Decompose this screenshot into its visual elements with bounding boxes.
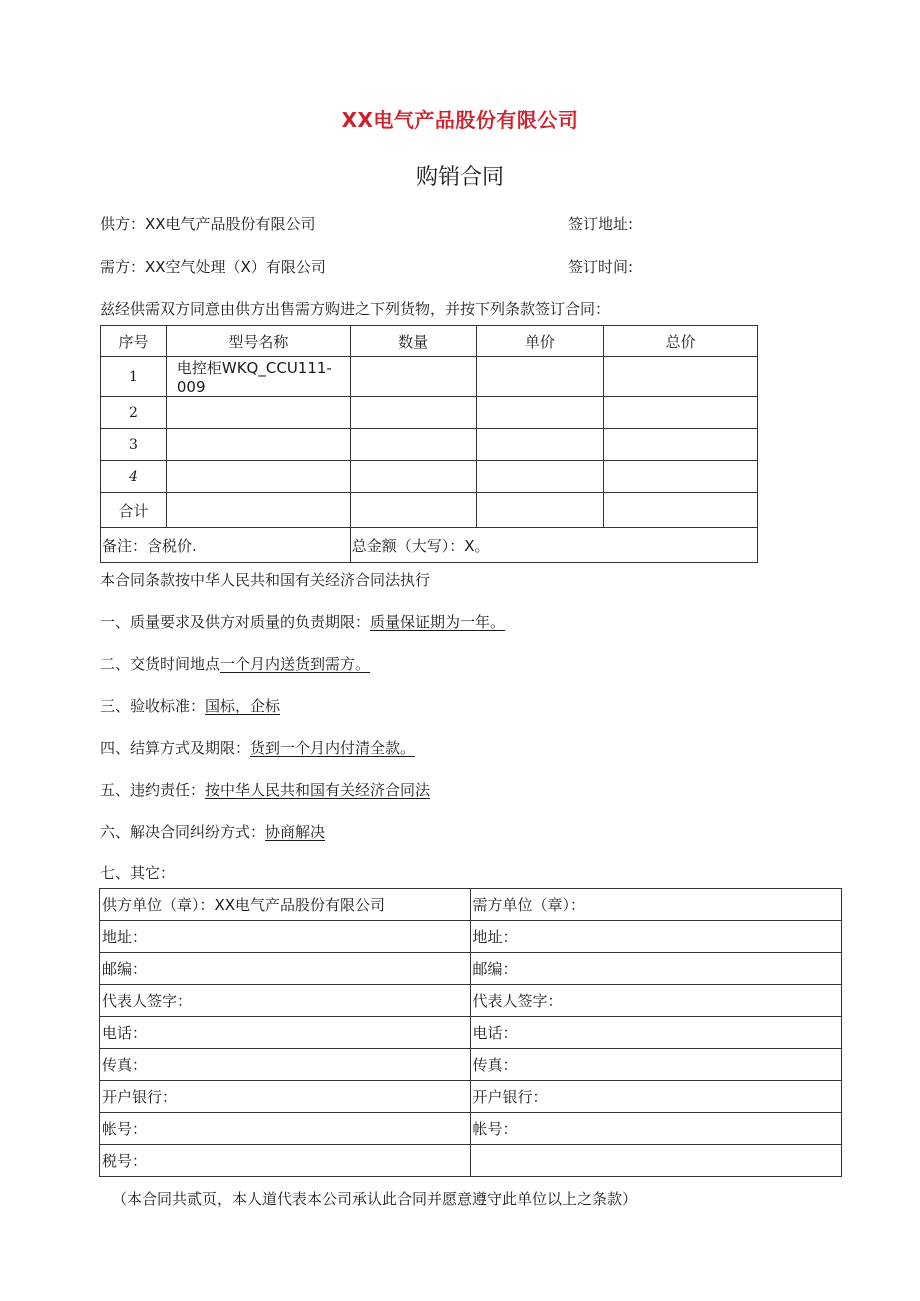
sign-time: 签订时间: <box>568 258 634 276</box>
row-qty <box>350 397 476 429</box>
table-row <box>101 397 758 429</box>
subtotal-row <box>101 493 758 528</box>
col-header-name: 型号名称 <box>166 326 350 357</box>
supplier-line: 供方：XX电气产品股份有限公司 <box>100 215 316 233</box>
clause-label: 四、结算方式及期限： <box>100 739 251 757</box>
party-right-cell <box>470 1145 842 1177</box>
party-left-cell: 邮编： <box>100 953 471 985</box>
goods-header-row <box>101 326 758 357</box>
table-row <box>101 357 758 397</box>
clause-value: 质量保证期为一年。 <box>370 613 506 631</box>
table-row <box>101 461 758 493</box>
footer-note: （本合同共贰页，本人道代表本公司承认此合同并愿意遵守此单位以上之条款） <box>112 1190 638 1208</box>
table-row <box>100 1049 842 1081</box>
clause-3 <box>100 695 280 716</box>
table-row <box>100 953 842 985</box>
row-no: 2 <box>101 397 167 429</box>
row-total <box>604 429 758 461</box>
clause-label: 二、交货时间地点 <box>100 655 221 673</box>
party-left-cell: 开户银行： <box>100 1081 471 1113</box>
remark-row <box>101 528 758 563</box>
clause-label: 六、解决合同纠纷方式： <box>100 823 266 841</box>
col-header-price: 单价 <box>476 326 604 357</box>
party-right-cell: 开户银行： <box>470 1081 842 1113</box>
party-left-cell: 代表人签字： <box>100 985 471 1017</box>
law-line: 本合同条款按中华人民共和国有关经济合同法执行 <box>100 571 431 589</box>
col-header-qty: 数量 <box>350 326 476 357</box>
clause-6 <box>100 821 325 842</box>
party-left-cell: 电话： <box>100 1017 471 1049</box>
subtotal-price-cell <box>476 493 604 528</box>
row-price <box>476 461 604 493</box>
table-row <box>100 1017 842 1049</box>
clause-value: 国标，企标 <box>205 697 281 715</box>
subtotal-label: 合计 <box>101 493 167 528</box>
clause-value: 协商解决 <box>265 823 326 841</box>
row-name <box>166 461 350 493</box>
party-right-cell: 电话： <box>470 1017 842 1049</box>
party-right-cell: 代表人签字： <box>470 985 842 1017</box>
table-row <box>100 1081 842 1113</box>
subtotal-qty-cell <box>350 493 476 528</box>
table-row <box>100 1145 842 1177</box>
row-total <box>604 397 758 429</box>
row-name <box>166 429 350 461</box>
clause-label: 五、违约责任： <box>100 781 206 799</box>
remark-cell: 备注：含税价. <box>101 528 351 563</box>
row-price <box>476 357 604 397</box>
clause-2 <box>100 653 370 674</box>
table-row <box>101 429 758 461</box>
subtotal-name-cell <box>166 493 350 528</box>
row-name: 电控柜WKQ_CCU111-009 <box>166 357 350 397</box>
table-row <box>100 921 842 953</box>
clause-value: 货到一个月内付清全款。 <box>250 739 416 757</box>
party-right-cell: 传真： <box>470 1049 842 1081</box>
table-row <box>100 985 842 1017</box>
goods-table <box>100 325 758 563</box>
row-total <box>604 357 758 397</box>
buyer-line: 需方：XX空气处理（X）有限公司 <box>100 258 326 276</box>
row-total <box>604 461 758 493</box>
party-left-cell: 地址： <box>100 921 471 953</box>
table-row <box>100 889 842 921</box>
row-no: 1 <box>101 357 167 397</box>
col-header-no: 序号 <box>101 326 167 357</box>
other-label: 七、其它： <box>100 864 176 882</box>
row-qty <box>350 461 476 493</box>
subtotal-total-cell <box>604 493 758 528</box>
table-row <box>100 1113 842 1145</box>
sign-place: 签订地址: <box>568 215 634 233</box>
party-left-cell: 帐号： <box>100 1113 471 1145</box>
party-left-cell: 供方单位（章）：XX电气产品股份有限公司 <box>100 889 471 921</box>
col-header-total: 总价 <box>604 326 758 357</box>
intro-text: 兹经供需双方同意由供方出售需方购进之下列货物，并按下列条款签订合同： <box>100 300 611 318</box>
row-qty <box>350 357 476 397</box>
row-price <box>476 429 604 461</box>
clause-value: 按中华人民共和国有关经济合同法 <box>205 781 431 799</box>
document-title: 购销合同 <box>415 165 504 190</box>
row-qty <box>350 429 476 461</box>
row-name <box>166 397 350 429</box>
total-words-cell: 总金额（大写）：X。 <box>350 528 757 563</box>
party-left-cell: 传真： <box>100 1049 471 1081</box>
row-no: 4 <box>101 461 167 493</box>
clause-label: 三、验收标准： <box>100 697 206 715</box>
clause-label: 一、质量要求及供方对质量的负责期限： <box>100 613 371 631</box>
party-right-cell: 需方单位（章）： <box>470 889 842 921</box>
row-price <box>476 397 604 429</box>
party-left-cell: 税号： <box>100 1145 471 1177</box>
party-table <box>99 888 842 1177</box>
clause-5 <box>100 779 430 800</box>
party-right-cell: 帐号： <box>470 1113 842 1145</box>
party-right-cell: 邮编： <box>470 953 842 985</box>
party-right-cell: 地址： <box>470 921 842 953</box>
company-title: XX电气产品股份有限公司 <box>341 108 579 132</box>
clause-4 <box>100 737 415 758</box>
clause-value: 一个月内送货到需方。 <box>220 655 371 673</box>
row-no: 3 <box>101 429 167 461</box>
clause-1 <box>100 611 505 632</box>
